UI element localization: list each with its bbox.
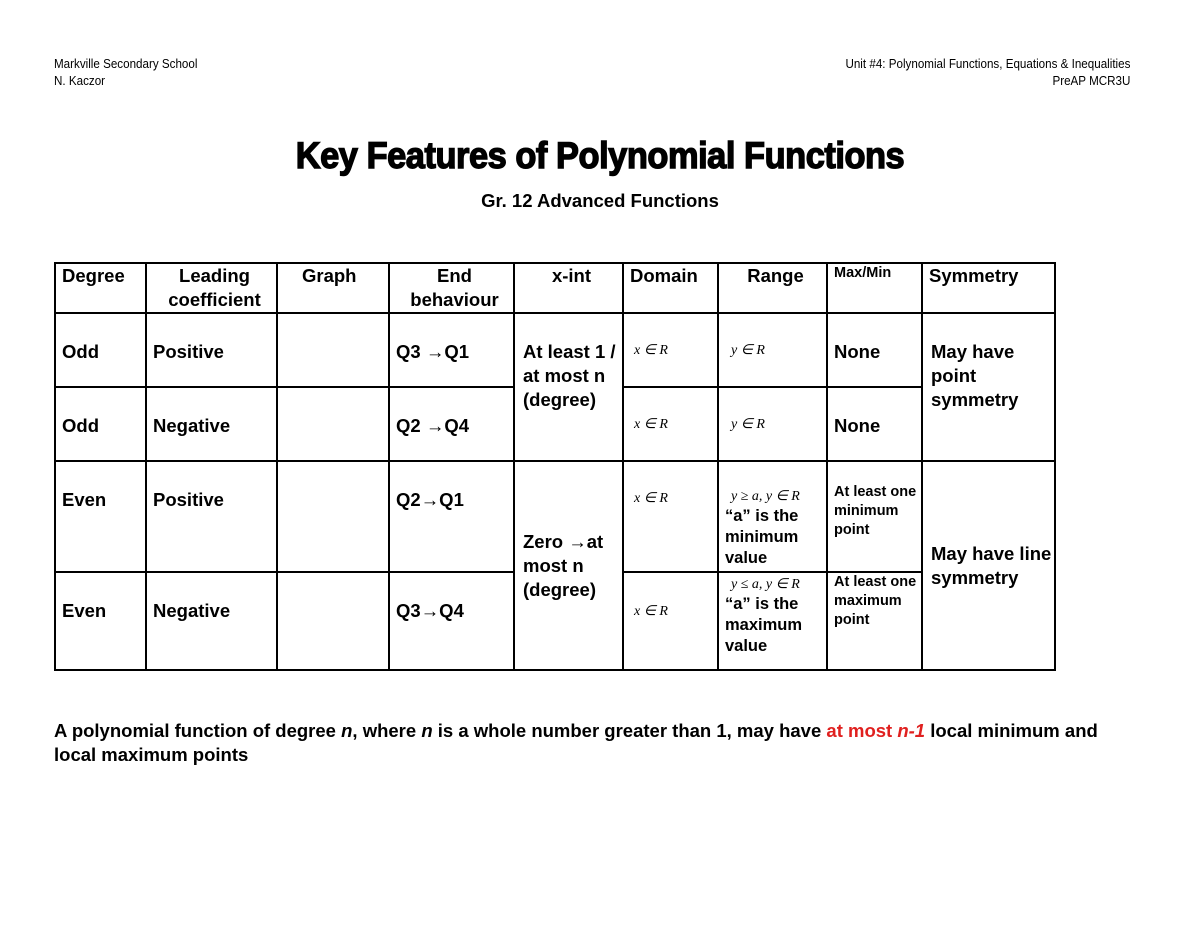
header-leading-coefficient: Leading coefficient: [146, 263, 277, 313]
cell-degree: Even: [55, 461, 146, 572]
footnote-n: n: [341, 720, 353, 741]
cell-end-behaviour: Q2→Q1: [389, 461, 514, 572]
cell-domain: [623, 461, 718, 572]
cell-symmetry-odd: May have point symmetry: [922, 313, 1055, 461]
range-note: “a” is the maximum value: [725, 595, 803, 655]
range-note: “a” is the minimum value: [725, 507, 799, 567]
page-title: Key Features of Polynomial Functions: [295, 135, 905, 176]
school-name: Markville Secondary School: [54, 57, 198, 71]
range-math: y ≥ a, y ∈ R: [731, 489, 800, 504]
cell-domain: [623, 313, 718, 387]
cell-max-min: None: [827, 313, 922, 387]
cell-leading: Negative: [146, 572, 277, 670]
cell-leading: Negative: [146, 387, 277, 461]
cell-domain: [623, 387, 718, 461]
domain-math: x ∈ R: [634, 343, 668, 358]
table-row: [55, 461, 1055, 572]
page-subtitle: Gr. 12 Advanced Functions: [481, 190, 719, 211]
range-math: y ∈ R: [731, 343, 765, 358]
header-x-int: x-int: [514, 263, 623, 313]
cell-graph: [277, 313, 389, 387]
features-table: [54, 262, 1056, 671]
header-max-min: Max/Min: [827, 263, 922, 313]
domain-math: x ∈ R: [634, 604, 668, 619]
cell-domain: [623, 572, 718, 670]
footnote-text: local minimum and local maximum points: [54, 720, 1098, 765]
domain-math: x ∈ R: [634, 491, 668, 506]
cell-range: [718, 313, 827, 387]
course-code: PreAP MCR3U: [1052, 74, 1130, 88]
footnote-text: A polynomial function of degree: [54, 720, 342, 741]
cell-x-int-even: Zero →at most n (degree): [514, 461, 623, 670]
cell-end-behaviour: Q3→Q4: [389, 572, 514, 670]
header-domain: Domain: [623, 263, 718, 313]
cell-range: [718, 572, 827, 670]
cell-range: [718, 461, 827, 572]
cell-graph: [277, 461, 389, 572]
cell-leading: Positive: [146, 313, 277, 387]
unit-name: Unit #4: Polynomial Functions, Equations & Inequalities: [845, 57, 1130, 71]
cell-degree: Even: [55, 572, 146, 670]
cell-x-int-odd: At least 1 / at most n (degree): [514, 313, 623, 461]
cell-max-min: None: [827, 387, 922, 461]
range-math: y ≤ a, y ∈ R: [731, 577, 800, 592]
teacher-name: N. Kaczor: [54, 74, 106, 88]
cell-degree: Odd: [55, 313, 146, 387]
highlight-text: at most: [826, 720, 898, 741]
footnote: [54, 719, 1134, 767]
cell-end-behaviour: Q2 →Q4: [389, 387, 514, 461]
table-row: [55, 313, 1055, 387]
cell-graph: [277, 572, 389, 670]
footnote-highlight: [826, 720, 925, 741]
domain-math: x ∈ R: [634, 417, 668, 432]
footnote-text: , where: [352, 720, 422, 741]
cell-symmetry-even: May have line symmetry: [922, 461, 1055, 670]
table-header-row: [55, 263, 1055, 313]
header-left: [54, 56, 197, 90]
header-graph: Graph: [277, 263, 389, 313]
cell-range: [718, 387, 827, 461]
header-symmetry: Symmetry: [922, 263, 1055, 313]
cell-max-min: At least one minimum point: [827, 461, 922, 572]
cell-graph: [277, 387, 389, 461]
cell-max-min: At least one maximum point: [827, 572, 922, 670]
header-right: [845, 56, 1130, 90]
footnote-text: is a whole number greater than 1, may have: [432, 720, 827, 741]
footnote-n: n: [421, 720, 433, 741]
header-range: Range: [718, 263, 827, 313]
cell-leading: Positive: [146, 461, 277, 572]
cell-degree: Odd: [55, 387, 146, 461]
range-math: y ∈ R: [731, 417, 765, 432]
highlight-n: n-1: [897, 720, 926, 741]
cell-end-behaviour: Q3 →Q1: [389, 313, 514, 387]
header-degree: Degree: [55, 263, 146, 313]
header-end-behaviour: End behaviour: [389, 263, 514, 313]
